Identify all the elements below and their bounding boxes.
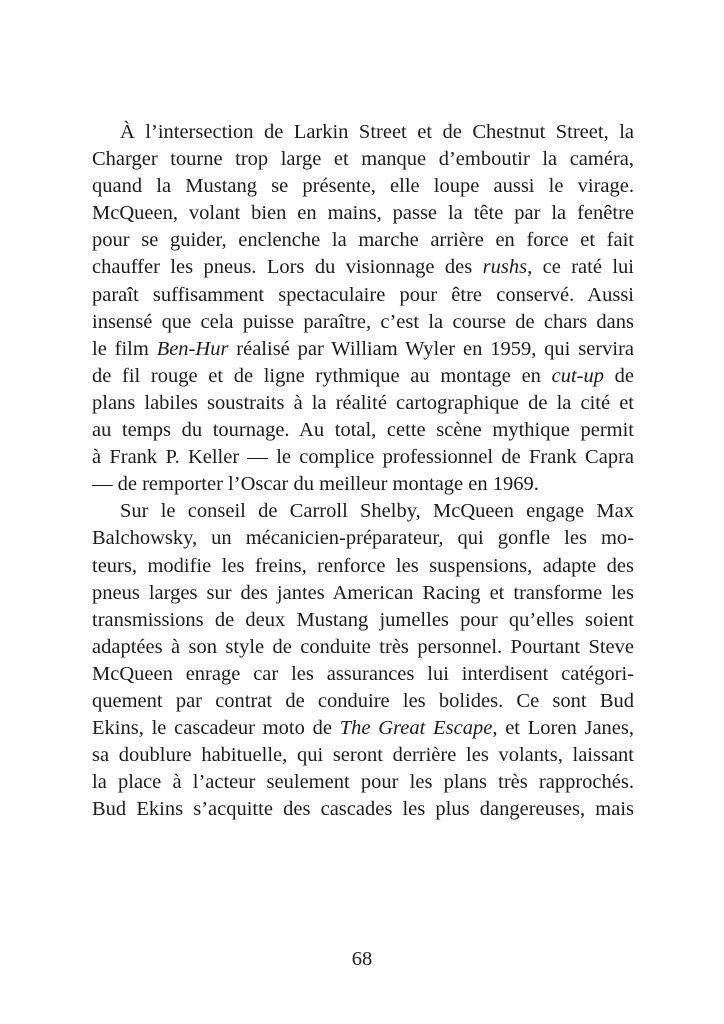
text-line <box>92 336 634 363</box>
text-line <box>92 769 634 796</box>
text-segment: Charger tourne trop large et manque d’emboutir la caméra, <box>92 148 634 171</box>
text-line <box>92 146 634 173</box>
paragraph <box>92 119 634 498</box>
text-line <box>92 417 634 444</box>
text-segment: Sur le conseil de Carroll Shelby, McQueen engage Max <box>120 500 634 523</box>
text-line <box>92 309 634 336</box>
text-segment: de <box>603 364 634 387</box>
text-line <box>92 498 634 525</box>
text-segment: transmissions de deux Mustang jumelles pour qu’elles soient <box>92 608 634 631</box>
text-line <box>92 444 634 471</box>
text-line <box>92 634 634 661</box>
text-column <box>92 119 634 823</box>
text-line <box>92 553 634 580</box>
text-segment: — de remporter l’Oscar du meilleur montage en 1969. <box>92 473 539 496</box>
text-segment: McQueen enrage car les assurances lui interdisent catégori- <box>92 662 634 685</box>
text-segment: sa doublure habituelle, qui seront derrière les volants, laissant <box>92 744 634 767</box>
page-body <box>92 119 634 823</box>
text-line <box>92 254 634 281</box>
text-segment: Ekins, le cascadeur moto de <box>92 717 340 740</box>
text-segment: quement par contrat de conduire les bolides. Ce sont Bud <box>92 689 634 712</box>
italic-title: rushs <box>482 256 528 279</box>
italic-title: Ben-Hur <box>156 337 229 360</box>
text-segment: réalisé par William Wyler en 1959, qui servira <box>228 337 634 360</box>
text-segment: Balchowsky, un mécanicien-préparateur, qui gonfle les mo- <box>92 527 634 550</box>
page-number: 68 <box>351 948 373 970</box>
text-segment: McQueen, volant bien en mains, passe la tête par la fenêtre <box>92 202 634 225</box>
text-line <box>92 173 634 200</box>
text-line <box>92 282 634 309</box>
text-segment: la place à l’acteur seulement pour les plans très rapprochés. <box>92 771 634 794</box>
paragraph <box>92 498 634 823</box>
text-line <box>92 363 634 390</box>
text-segment: teurs, modifie les freins, renforce les suspensions, adapte des <box>92 554 634 577</box>
text-segment: pour se guider, enclenche la marche arrière en force et fait <box>92 229 634 252</box>
text-line <box>92 688 634 715</box>
text-line <box>92 607 634 634</box>
text-segment: chauffer les pneus. Lors du visionnage des <box>92 256 483 279</box>
text-line <box>92 715 634 742</box>
italic-title: The Great Escape <box>339 717 493 740</box>
text-line <box>92 471 634 498</box>
text-segment: Bud Ekins s’acquitte des cascades les plus dangereuses, mais <box>92 798 634 821</box>
text-line <box>92 200 634 227</box>
text-segment: quand la Mustang se présente, elle loupe aussi le virage. <box>92 175 634 198</box>
italic-title: cut-up <box>551 364 604 387</box>
text-line <box>92 119 634 146</box>
text-segment: le film <box>92 337 157 360</box>
text-line <box>92 227 634 254</box>
text-segment: au temps du tournage. Au total, cette scène mythique permit <box>92 419 634 442</box>
text-line <box>92 796 634 823</box>
text-segment: , et Loren Janes, <box>492 717 635 740</box>
text-line <box>92 525 634 552</box>
text-segment: adaptées à son style de conduite très personnel. Pourtant Steve <box>92 635 634 658</box>
text-line <box>92 390 634 417</box>
text-segment: paraît suffisamment spectaculaire pour être conservé. Aussi <box>92 283 634 306</box>
text-line <box>92 580 634 607</box>
text-line <box>92 661 634 688</box>
text-segment: plans labiles soustraits à la réalité cartographique de la cité et <box>92 391 634 414</box>
text-segment: , ce raté lui <box>527 256 634 279</box>
text-segment: de fil rouge et de ligne rythmique au montage en <box>92 364 552 387</box>
text-segment: à Frank P. Keller — le complice professionnel de Frank Capra <box>92 446 634 469</box>
text-segment: À l’intersection de Larkin Street et de Chestnut Street, la <box>120 121 634 143</box>
text-segment: insensé que cela puisse paraître, c’est la course de chars dans <box>92 310 634 333</box>
text-line <box>92 742 634 769</box>
text-segment: pneus larges sur des jantes American Racing et transforme les <box>92 581 634 604</box>
